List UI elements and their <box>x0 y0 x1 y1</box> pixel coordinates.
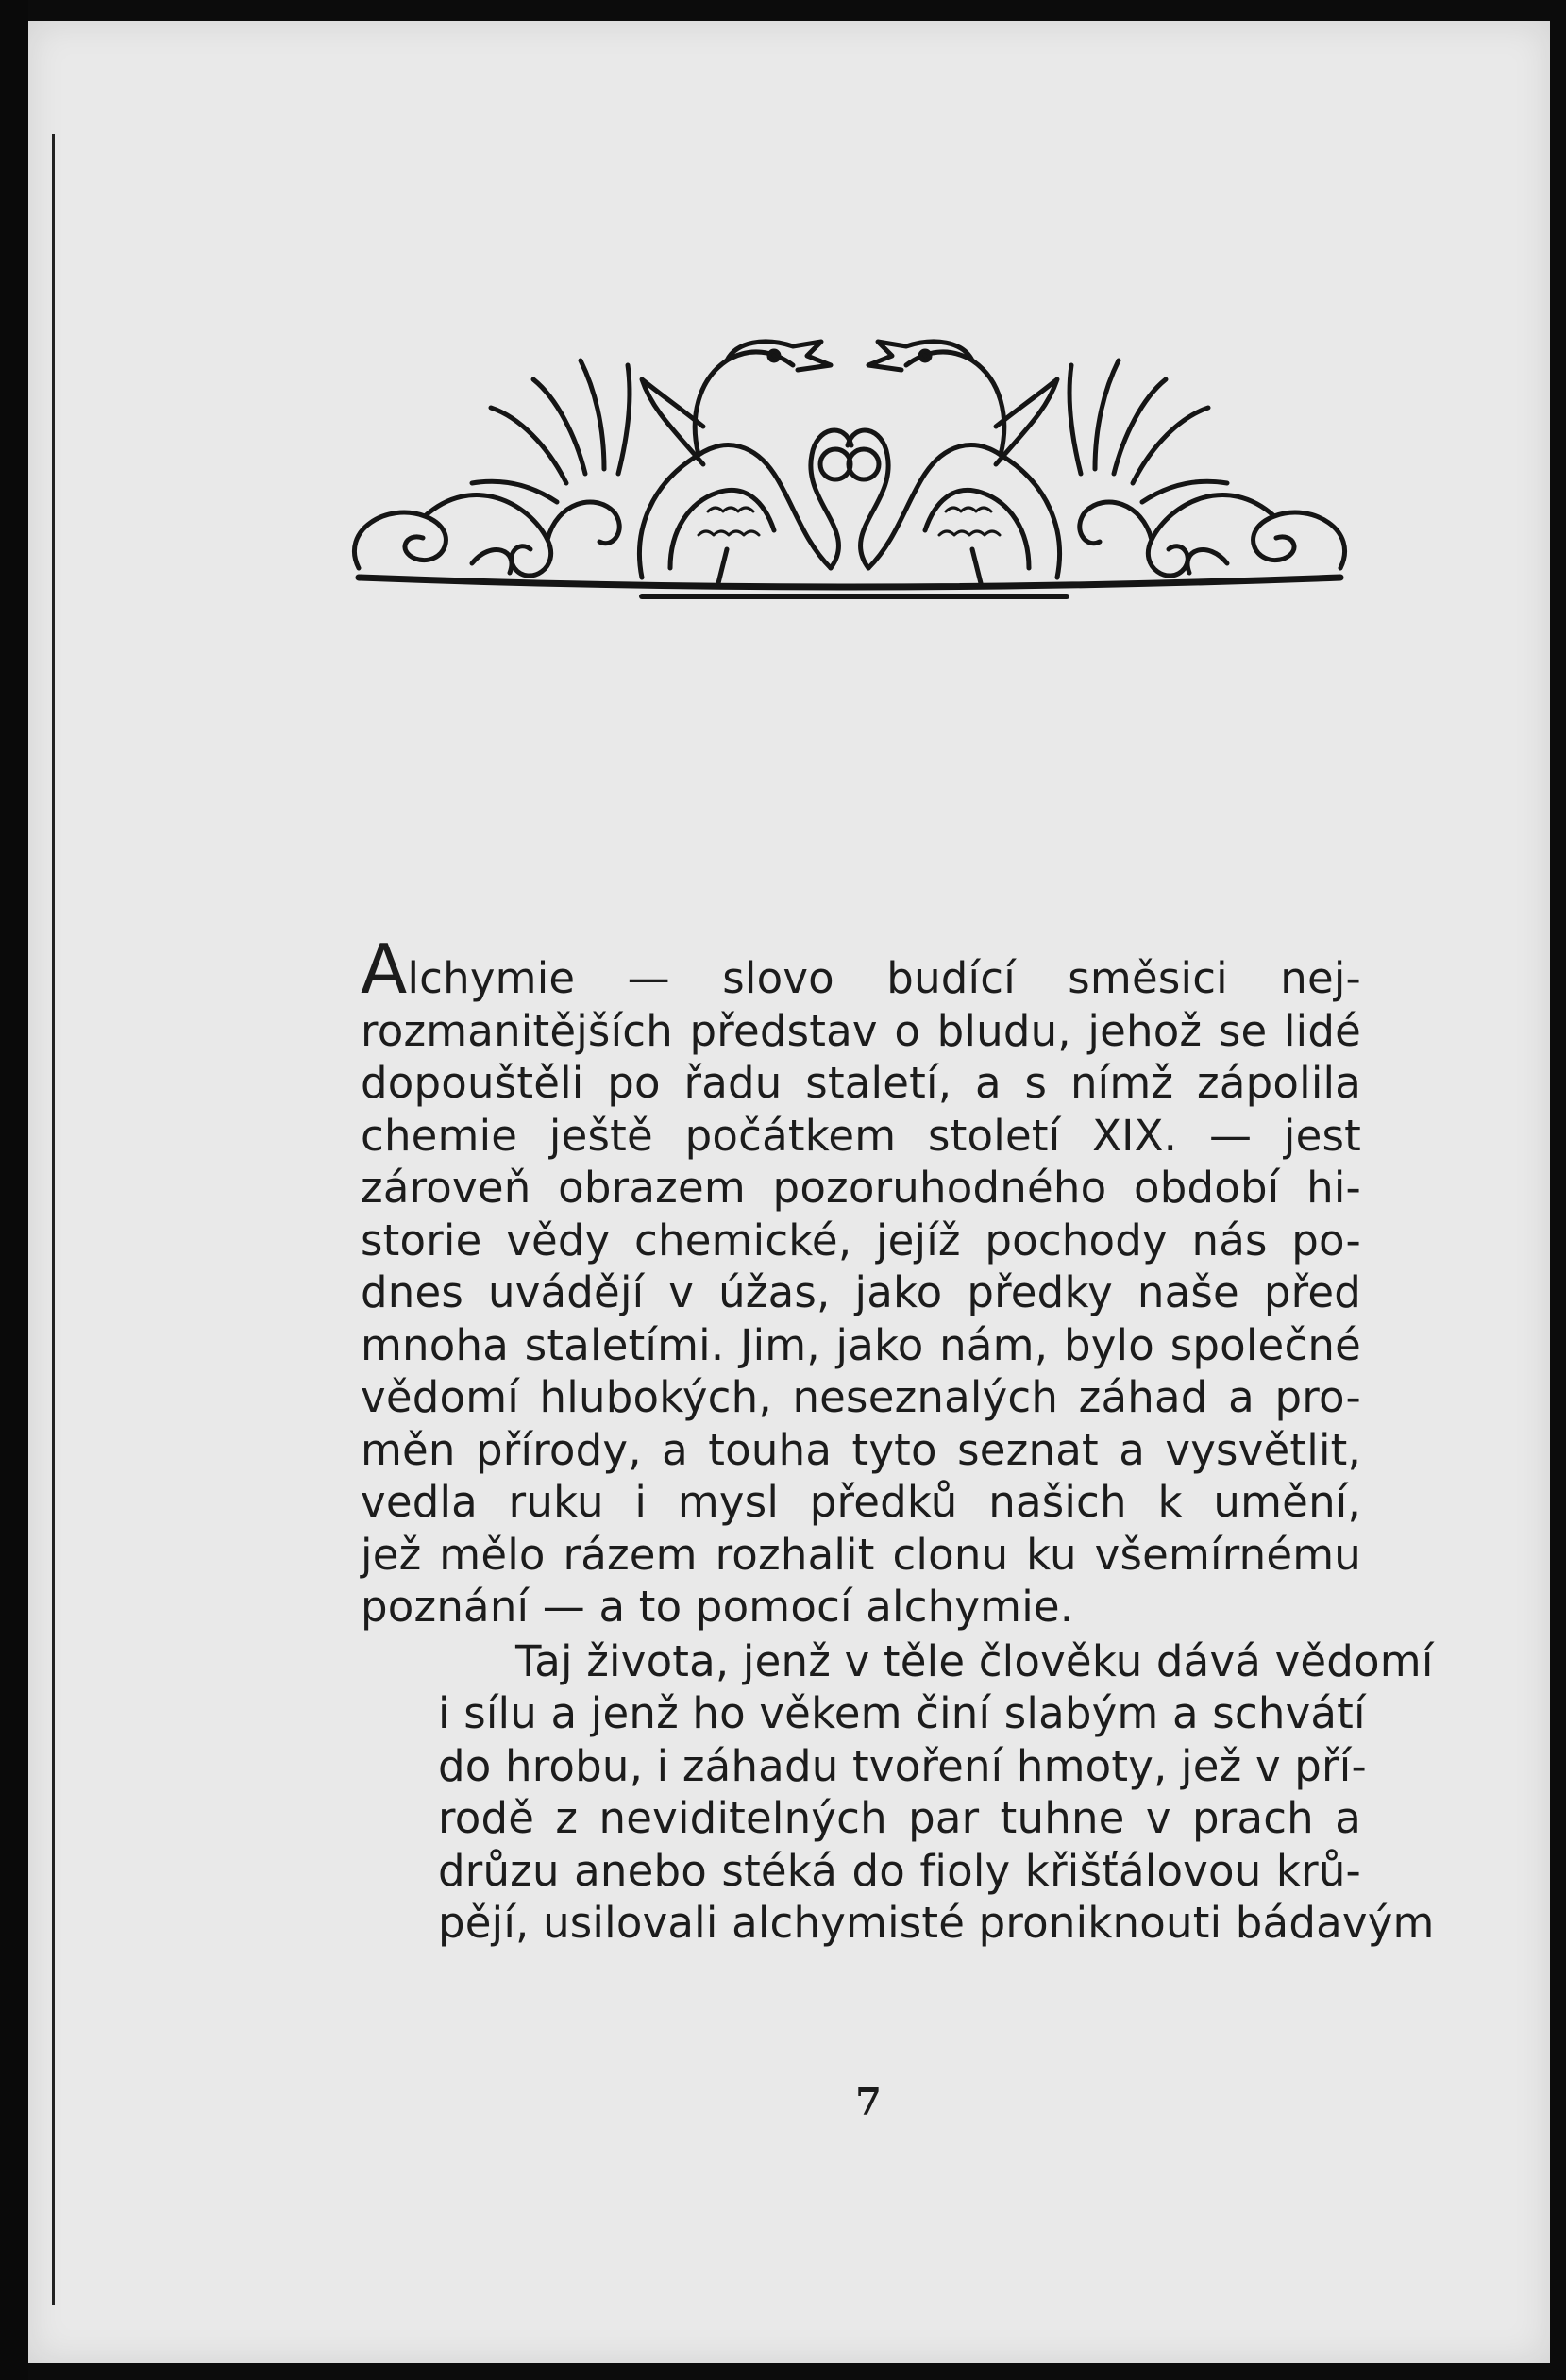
text-line: do hrobu, i záhadu tvoření hmoty, jež v pří- <box>438 1740 1367 1791</box>
text-line: rodě z neviditelných par tuhne v prach a <box>438 1793 1361 1843</box>
text-line: pějí, usilovali alchymisté proniknouti bádavým <box>438 1898 1435 1948</box>
text-line: Alchymie — slovo budící směsici nej- <box>361 930 1361 1009</box>
text-line: storie vědy chemické, jejíž pochody nás po- <box>361 1215 1361 1265</box>
initial-letter: A <box>361 930 408 1009</box>
page-gutter-line <box>52 134 55 2305</box>
page-number: 7 <box>855 2080 882 2124</box>
text-line: drůzu anebo stéká do fioly křišťálovou krů- <box>438 1845 1361 1896</box>
text-line: poznání — a to pomocí alchymie. <box>361 1582 1074 1632</box>
book-page <box>28 21 1550 2363</box>
text-line: i sílu a jenž ho věkem činí slabým a schvátí <box>438 1688 1366 1738</box>
text-line: mnoha staletími. Jim, jako nám, bylo společné <box>361 1319 1361 1370</box>
text-line: chemie ještě počátkem století XIX. — jest <box>361 1110 1361 1161</box>
text-line: jež mělo rázem rozhalit clonu ku všemírnému <box>361 1529 1361 1580</box>
text-line: dopouštěli po řadu staletí, a s nímž zápolila <box>361 1058 1361 1108</box>
text-line: vedla ruku i mysl předků našich k umění, <box>361 1477 1361 1527</box>
paragraph-2 <box>361 1635 1435 1950</box>
book-binding-edge <box>0 0 28 2380</box>
paragraph-1 <box>361 930 1361 1634</box>
body-text <box>361 930 1435 1950</box>
dragons-ornament-icon <box>330 313 1369 625</box>
text-line: Taj života, jenž v těle člověku dává vědomí <box>515 1635 1434 1686</box>
text-line: zároveň obrazem pozoruhodného období hi- <box>361 1163 1361 1213</box>
text-line: vědomí hlubokých, neseznalých záhad a pro- <box>361 1372 1361 1422</box>
text-line: dnes uvádějí v úžas, jako předky naše před <box>361 1267 1361 1317</box>
text-line: rozmanitějších představ o bludu, jehož se lidé <box>361 1005 1361 1056</box>
text-line: měn přírody, a touha tyto seznat a vysvětlit, <box>361 1424 1361 1475</box>
